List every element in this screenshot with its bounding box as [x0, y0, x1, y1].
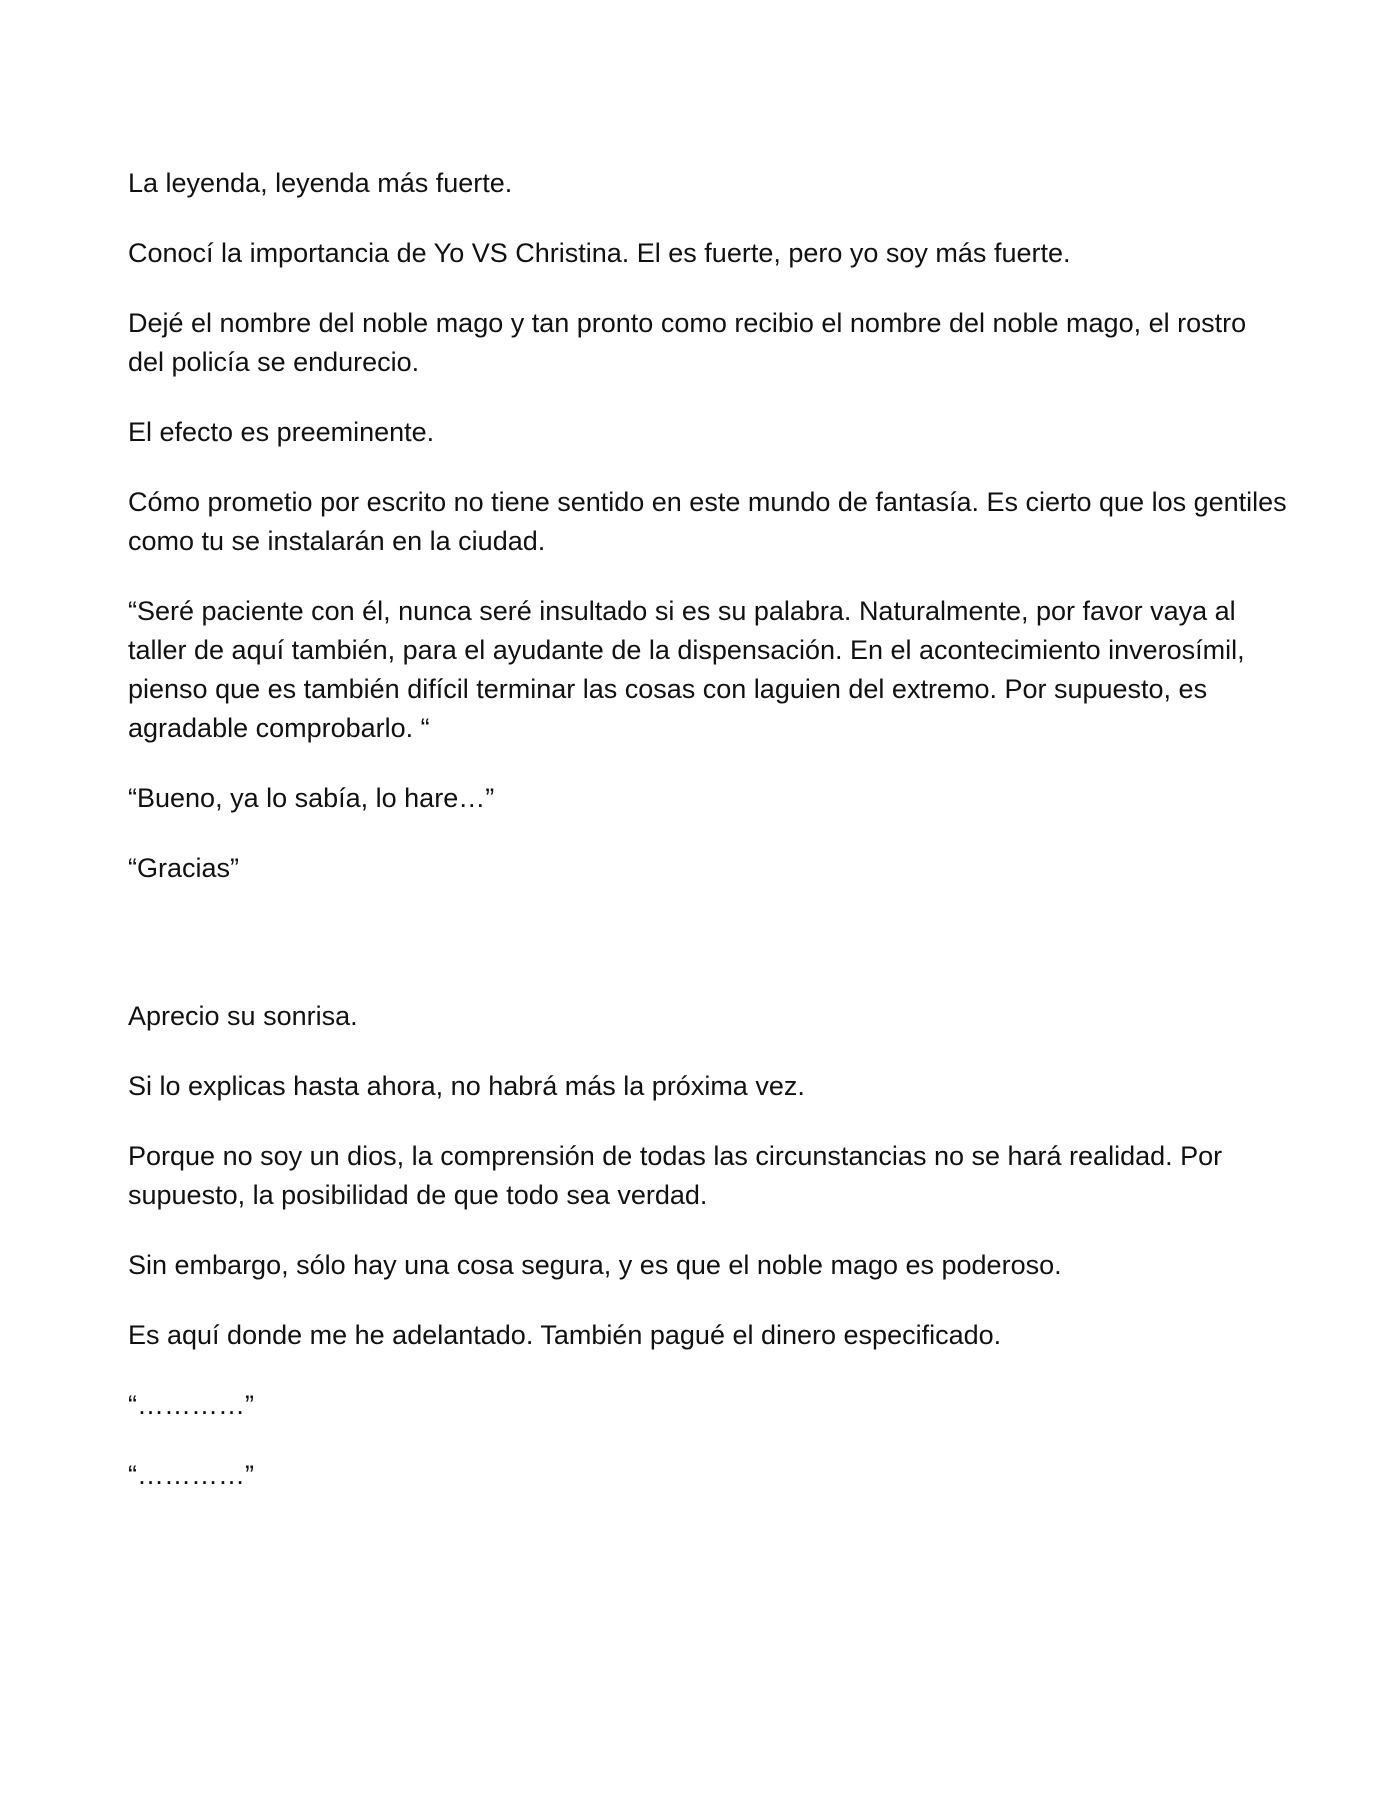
document-body [128, 164, 1288, 1526]
paragraph-4: El efecto es preeminente. [128, 417, 435, 447]
paragraph-6: “Seré paciente con él, nunca seré insultado si es su palabra. Naturalmente, por favor vaya al taller de aquí también, para el ayudante de la dispensación. En el acontecimiento inverosímil, pienso que es también difícil terminar las cosas con laguien del extremo. Por supuesto, es agradable comprobarlo. “ [128, 596, 1245, 743]
paragraph-12: Sin embargo, sólo hay una cosa segura, y es que el noble mago es poderoso. [128, 1250, 1062, 1280]
paragraph-11: Porque no soy un dios, la comprensión de todas las circunstancias no se hará realidad. Por supuesto, la posibilidad de que todo sea verdad. [128, 1141, 1223, 1210]
paragraph-1: La leyenda, leyenda más fuerte. [128, 168, 513, 198]
paragraph-3: Dejé el nombre del noble mago y tan pronto como recibio el nombre del noble mago, el rostro del policía se endurecio. [128, 308, 1247, 377]
paragraph-8: “Gracias” [128, 853, 240, 883]
paragraph-14: “…………” [128, 1390, 254, 1420]
paragraph-15: “…………” [128, 1460, 254, 1490]
paragraph-7: “Bueno, ya lo sabía, lo hare…” [128, 783, 495, 813]
paragraph-13: Es aquí donde me he adelantado. También pagué el dinero especificado. [128, 1320, 1002, 1350]
paragraph-10: Si lo explicas hasta ahora, no habrá más la próxima vez. [128, 1071, 805, 1101]
paragraph-9: Aprecio su sonrisa. [128, 1001, 358, 1031]
paragraph-2: Conocí la importancia de Yo VS Christina. El es fuerte, pero yo soy más fuerte. [128, 238, 1071, 268]
blank-gap [128, 919, 1288, 997]
paragraph-5: Cómo prometio por escrito no tiene sentido en este mundo de fantasía. Es cierto que los gentiles como tu se instalarán en la ciudad. [128, 487, 1287, 556]
